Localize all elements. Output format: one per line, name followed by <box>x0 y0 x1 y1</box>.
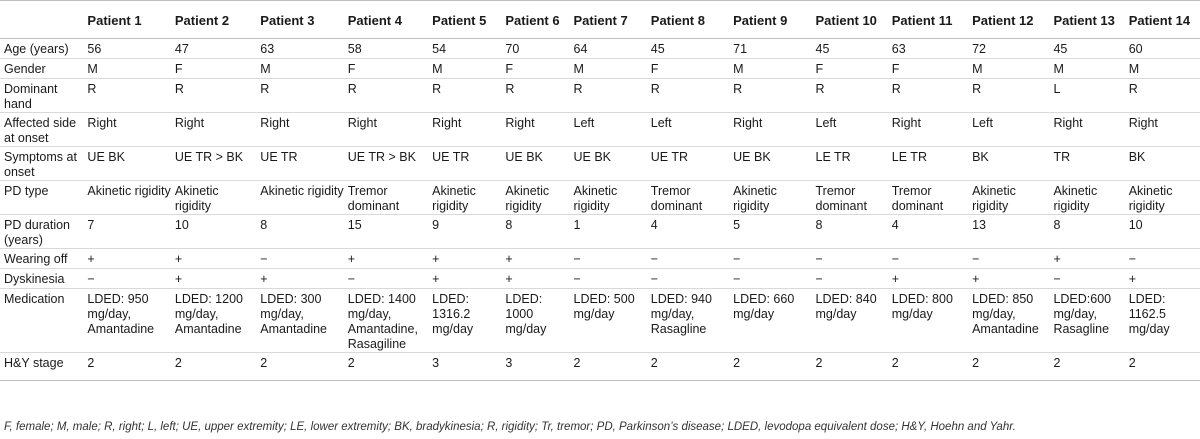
table-cell: 2 <box>650 356 658 370</box>
table-cell: Tremor dominant <box>815 184 867 213</box>
row-label: PD duration (years) <box>4 218 71 247</box>
table-cell: 10 <box>174 218 189 232</box>
table-cell: UE TR <box>432 150 470 164</box>
table-cell: + <box>347 252 356 266</box>
table-cell: M <box>260 62 271 76</box>
table-cell: − <box>260 252 268 266</box>
table-cell: Right <box>1053 116 1083 130</box>
table-cell: Akinetic rigidity <box>1053 184 1098 213</box>
table-cell: LDED: 1162.5 mg/day <box>1128 292 1170 336</box>
table-cell: Right <box>260 116 290 130</box>
table-cell: 56 <box>87 42 102 56</box>
table-cell: Right <box>87 116 117 130</box>
header-cell: Patient 2 <box>174 13 230 28</box>
table-cell: 13 <box>972 218 986 232</box>
header-cell: Patient 1 <box>87 13 142 28</box>
table-cell: LE TR <box>815 150 851 164</box>
table-cell: F <box>505 62 514 76</box>
table-cell: M <box>87 62 98 76</box>
table-cell: Left <box>815 116 837 130</box>
table-cell: UE BK <box>87 150 125 164</box>
table-cell: M <box>733 62 744 76</box>
table-cell: M <box>573 62 584 76</box>
table-cell: 15 <box>347 218 362 232</box>
table-cell: Left <box>573 116 595 130</box>
table-cell: Right <box>891 116 921 130</box>
table-cell: R <box>815 82 825 96</box>
table-cell: F <box>347 62 356 76</box>
table-cell: Akinetic rigidity <box>432 184 476 213</box>
header-cell: Patient 4 <box>347 13 402 28</box>
table-cell: 2 <box>1053 356 1061 370</box>
table-cell: 1 <box>573 218 581 232</box>
table-cell: Left <box>650 116 672 130</box>
row-label: Symptoms at onset <box>4 150 77 179</box>
table-cell: + <box>432 252 440 266</box>
table-cell: R <box>1128 82 1138 96</box>
table-row <box>0 39 1200 59</box>
table-row <box>0 353 1200 381</box>
table-cell: LDED: 1200 mg/day, Amantadine <box>174 292 243 336</box>
table-cell: 4 <box>650 218 658 232</box>
header-cell: Patient 10 <box>815 13 877 28</box>
table-cell: R <box>347 82 357 96</box>
table-cell: − <box>1128 252 1136 266</box>
table-cell: Left <box>972 116 993 130</box>
header-cell: Patient 8 <box>650 13 705 28</box>
table-cell: 2 <box>260 356 268 370</box>
table-cell: Akinetic rigidity <box>87 184 171 198</box>
table-footnote: F, female; M, male; R, right; L, left; UE, upper extremity; LE, lower extremity; BK, bradykinesia; R, rigidity; Tr, tremor; PD, Parkinson’s disease; LDED, levodopa equivalent dose; H&Y, Hoehn and Yahr. <box>4 421 1016 433</box>
table-cell: 64 <box>573 42 588 56</box>
table-cell: LDED: 850 mg/day, Amantadine <box>972 292 1039 336</box>
table-cell: UE TR <box>650 150 689 164</box>
table-cell: R <box>733 82 743 96</box>
table-cell: 58 <box>347 42 362 56</box>
table-cell: + <box>260 272 268 286</box>
table-row <box>0 59 1200 79</box>
header-cell: Patient 5 <box>432 13 487 28</box>
header-cell: Patient 14 <box>1128 13 1191 28</box>
table-cell: UE TR > BK <box>347 150 416 164</box>
table-cell: LDED: 1316.2 mg/day <box>432 292 474 336</box>
table-cell: + <box>174 272 183 286</box>
table-cell: Right <box>174 116 205 130</box>
table-cell: − <box>815 252 823 266</box>
table-cell: + <box>1128 272 1136 286</box>
table-cell: 2 <box>972 356 980 370</box>
table-cell: 8 <box>815 218 823 232</box>
row-label: Gender <box>4 62 46 76</box>
header-cell <box>0 1 85 39</box>
table-cell: 70 <box>505 42 520 56</box>
table-cell: 47 <box>174 42 189 56</box>
table-cell: 72 <box>972 42 986 56</box>
table-cell: + <box>505 272 513 286</box>
table-cell: LDED:600 mg/day, Rasagline <box>1053 292 1112 336</box>
table-cell: 7 <box>87 218 95 232</box>
table-cell: LDED: 940 mg/day, Rasagline <box>650 292 712 336</box>
table-cell: BK <box>1128 150 1146 164</box>
table-cell: + <box>432 272 440 286</box>
table-cell: 2 <box>87 356 95 370</box>
table-cell: 8 <box>505 218 513 232</box>
table-cell: 4 <box>891 218 899 232</box>
header-cell: Patient 9 <box>733 13 788 28</box>
table-cell: Akinetic rigidity <box>972 184 1016 213</box>
table-cell: F <box>650 62 659 76</box>
table-cell: 2 <box>815 356 823 370</box>
header-cell: Patient 12 <box>972 13 1034 28</box>
table-cell: Akinetic rigidity <box>733 184 777 213</box>
table-cell: − <box>650 272 659 286</box>
table-cell: 2 <box>174 356 182 370</box>
table-cell: − <box>573 272 581 286</box>
table-cell: 45 <box>1053 42 1068 56</box>
table-cell: − <box>733 272 741 286</box>
table-cell: 60 <box>1128 42 1143 56</box>
table-cell: UE BK <box>573 150 612 164</box>
table-cell: − <box>815 272 823 286</box>
header-cell: Patient 7 <box>573 13 628 28</box>
table-cell: TR <box>1053 150 1071 164</box>
table-cell: 3 <box>505 356 513 370</box>
table-cell: Tremor dominant <box>650 184 703 213</box>
table-cell: + <box>891 272 900 286</box>
table-cell: LDED: 840 mg/day <box>815 292 877 321</box>
table-row <box>0 269 1200 289</box>
table-cell: 2 <box>891 356 899 370</box>
table-cell: Right <box>1128 116 1158 130</box>
table-cell: LDED: 660 mg/day <box>733 292 795 321</box>
table-cell: LDED: 1000 mg/day <box>505 292 547 336</box>
table-cell: 54 <box>432 42 447 56</box>
table-cell: 2 <box>1128 356 1136 370</box>
table-cell: R <box>260 82 270 96</box>
table-cell: + <box>87 252 95 266</box>
table-cell: Tremor dominant <box>347 184 400 213</box>
table-cell: 5 <box>733 218 741 232</box>
table-cell: − <box>972 252 980 266</box>
table-cell: R <box>891 82 901 96</box>
table-cell: 45 <box>815 42 830 56</box>
table-cell: R <box>972 82 982 96</box>
table-cell: Akinetic rigidity <box>1128 184 1173 213</box>
table-cell: Right <box>733 116 763 130</box>
table-cell: M <box>432 62 443 76</box>
table-cell: − <box>650 252 659 266</box>
row-label: H&Y stage <box>4 356 64 370</box>
table-row <box>0 147 1200 181</box>
table-cell: F <box>815 62 824 76</box>
table-cell: − <box>347 272 356 286</box>
table-row <box>0 181 1200 215</box>
table-cell: UE BK <box>733 150 771 164</box>
table-cell: R <box>505 82 515 96</box>
table-cell: Right <box>505 116 535 130</box>
table-cell: 63 <box>891 42 906 56</box>
table-cell: M <box>1128 62 1140 76</box>
row-label: Dyskinesia <box>4 272 65 286</box>
header-cell: Patient 13 <box>1053 13 1115 28</box>
table-cell: Right <box>432 116 462 130</box>
table-cell: 71 <box>733 42 748 56</box>
table-cell: 3 <box>432 356 440 370</box>
table-cell: 10 <box>1128 218 1143 232</box>
table-cell: R <box>650 82 660 96</box>
row-label: Dominant hand <box>4 82 58 111</box>
table-cell: UE TR > BK <box>174 150 244 164</box>
table-cell: L <box>1053 82 1061 96</box>
table-cell: LE TR <box>891 150 927 164</box>
table-cell: Tremor dominant <box>891 184 944 213</box>
table-cell: LDED: 800 mg/day <box>891 292 953 321</box>
table-cell: 63 <box>260 42 275 56</box>
table-row <box>0 215 1200 249</box>
table-cell: Akinetic rigidity <box>174 184 219 213</box>
header-cell: Patient 6 <box>505 13 560 28</box>
table-cell: LDED: 300 mg/day, Amantadine <box>260 292 328 336</box>
table-cell: UE BK <box>505 150 543 164</box>
table-cell: LDED: 950 mg/day, Amantadine <box>87 292 155 336</box>
table-cell: M <box>972 62 983 76</box>
table-cell: UE TR <box>260 150 298 164</box>
table-cell: Akinetic rigidity <box>260 184 344 198</box>
table-cell: − <box>891 252 900 266</box>
table-cell: R <box>174 82 184 96</box>
table-cell: BK <box>972 150 989 164</box>
table-cell: 45 <box>650 42 665 56</box>
table-cell: + <box>174 252 183 266</box>
table-cell: F <box>891 62 900 76</box>
table-cell: + <box>505 252 513 266</box>
table-cell: − <box>573 252 581 266</box>
table-cell: M <box>1053 62 1064 76</box>
table-cell: F <box>174 62 183 76</box>
table-row <box>0 79 1200 113</box>
table-cell: 2 <box>733 356 741 370</box>
header-cell: Patient 11 <box>891 13 953 28</box>
row-label: Affected side at onset <box>4 116 77 145</box>
row-label: PD type <box>4 184 49 198</box>
table-cell: 8 <box>1053 218 1061 232</box>
row-label: Medication <box>4 292 65 306</box>
table-cell: R <box>432 82 442 96</box>
table-cell: 2 <box>347 356 355 370</box>
table-cell: LDED: 500 mg/day <box>573 292 635 321</box>
table-row <box>0 113 1200 147</box>
table-cell: Akinetic rigidity <box>573 184 618 213</box>
table-cell: Akinetic rigidity <box>505 184 550 213</box>
header-cell: Patient 3 <box>260 13 315 28</box>
table-cell: + <box>972 272 980 286</box>
table-body <box>0 39 1200 381</box>
table-row <box>0 249 1200 269</box>
table-cell: + <box>1053 252 1061 266</box>
table-cell: R <box>87 82 97 96</box>
table-cell: − <box>87 272 95 286</box>
table-cell: − <box>1053 272 1061 286</box>
table-cell: Right <box>347 116 377 130</box>
table-cell: 2 <box>573 356 581 370</box>
table-cell: 8 <box>260 218 268 232</box>
table-cell: LDED: 1400 mg/day, Amantadine, Rasagiline <box>347 292 418 351</box>
table-cell: 9 <box>432 218 440 232</box>
table-cell: R <box>573 82 583 96</box>
row-label: Wearing off <box>4 252 68 266</box>
row-label: Age (years) <box>4 42 69 56</box>
table-row <box>0 289 1200 353</box>
table-cell: − <box>733 252 741 266</box>
header-row <box>0 1 1200 39</box>
